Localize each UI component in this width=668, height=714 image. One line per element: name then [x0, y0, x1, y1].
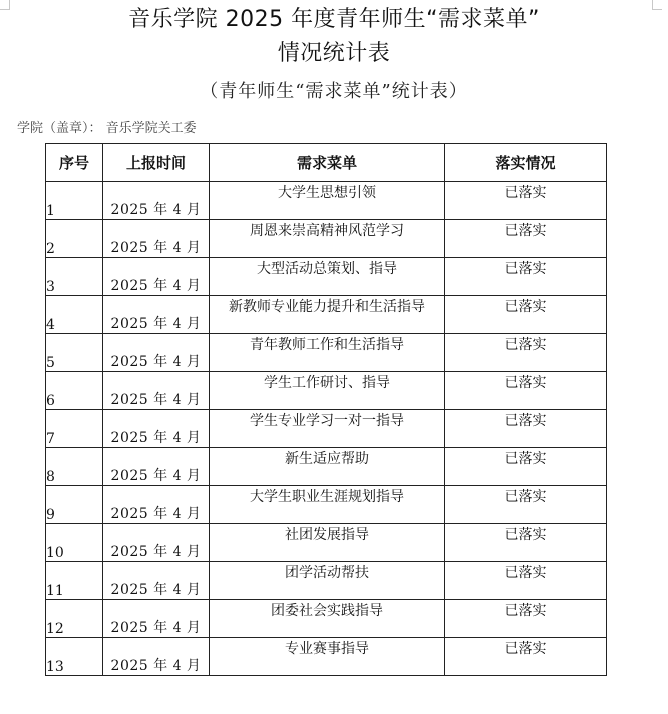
table-row [46, 562, 607, 600]
table-row [46, 296, 607, 334]
row-time: 2025 年 4 月 [103, 258, 210, 296]
college-stamp-line [17, 120, 197, 138]
row-time: 2025 年 4 月 [103, 334, 210, 372]
header-no: 序号 [46, 144, 103, 182]
table-row [46, 448, 607, 486]
row-time: 2025 年 4 月 [103, 638, 210, 676]
row-demand: 新生适应帮助 [210, 448, 445, 486]
row-status: 已落实 [445, 258, 607, 296]
document-subtitle: （青年师生“需求菜单”统计表） [200, 81, 468, 102]
row-time: 2025 年 4 月 [103, 372, 210, 410]
header-time: 上报时间 [103, 144, 210, 182]
row-demand: 学生专业学习一对一指导 [210, 410, 445, 448]
table-row [46, 334, 607, 372]
row-status: 已落实 [445, 600, 607, 638]
row-demand: 学生工作研讨、指导 [210, 372, 445, 410]
row-no: 4 [46, 296, 103, 334]
row-no: 6 [46, 372, 103, 410]
row-time: 2025 年 4 月 [103, 486, 210, 524]
table-row [46, 220, 607, 258]
row-no: 12 [46, 600, 103, 638]
row-demand: 大学生职业生涯规划指导 [210, 486, 445, 524]
row-time: 2025 年 4 月 [103, 600, 210, 638]
row-no: 8 [46, 448, 103, 486]
table-header-row [46, 144, 607, 182]
row-time: 2025 年 4 月 [103, 410, 210, 448]
table-row [46, 182, 607, 220]
row-demand: 大学生思想引领 [210, 182, 445, 220]
row-time: 2025 年 4 月 [103, 562, 210, 600]
row-no: 2 [46, 220, 103, 258]
college-label: 学院（盖章）： [17, 121, 102, 136]
row-status: 已落实 [445, 372, 607, 410]
row-status: 已落实 [445, 334, 607, 372]
row-demand: 社团发展指导 [210, 524, 445, 562]
row-status: 已落实 [445, 410, 607, 448]
demand-statistics-table [45, 143, 607, 676]
row-demand: 团学活动帮扶 [210, 562, 445, 600]
row-demand: 新教师专业能力提升和生活指导 [210, 296, 445, 334]
row-no: 9 [46, 486, 103, 524]
row-demand: 大型活动总策划、指导 [210, 258, 445, 296]
row-no: 7 [46, 410, 103, 448]
row-no: 3 [46, 258, 103, 296]
header-status: 落实情况 [445, 144, 607, 182]
table-row [46, 638, 607, 676]
row-demand: 团委社会实践指导 [210, 600, 445, 638]
row-demand: 专业赛事指导 [210, 638, 445, 676]
college-name: 音乐学院关工委 [105, 121, 197, 136]
row-status: 已落实 [445, 562, 607, 600]
document-title-line2: 情况统计表 [277, 41, 391, 66]
table-row [46, 600, 607, 638]
row-demand: 周恩来崇高精神风范学习 [210, 220, 445, 258]
document-title-line1: 音乐学院 2025 年度青年师生“需求菜单” [128, 7, 540, 32]
row-time: 2025 年 4 月 [103, 182, 210, 220]
row-demand: 青年教师工作和生活指导 [210, 334, 445, 372]
row-status: 已落实 [445, 182, 607, 220]
row-status: 已落实 [445, 486, 607, 524]
row-time: 2025 年 4 月 [103, 296, 210, 334]
row-time: 2025 年 4 月 [103, 448, 210, 486]
row-status: 已落实 [445, 524, 607, 562]
row-time: 2025 年 4 月 [103, 220, 210, 258]
row-no: 10 [46, 524, 103, 562]
row-status: 已落实 [445, 296, 607, 334]
table-row [46, 410, 607, 448]
row-no: 13 [46, 638, 103, 676]
table-row [46, 486, 607, 524]
row-status: 已落实 [445, 448, 607, 486]
header-demand: 需求菜单 [210, 144, 445, 182]
row-no: 11 [46, 562, 103, 600]
row-no: 5 [46, 334, 103, 372]
row-no: 1 [46, 182, 103, 220]
row-status: 已落实 [445, 220, 607, 258]
table-row [46, 258, 607, 296]
table-row [46, 524, 607, 562]
table-row [46, 372, 607, 410]
row-time: 2025 年 4 月 [103, 524, 210, 562]
row-status: 已落实 [445, 638, 607, 676]
